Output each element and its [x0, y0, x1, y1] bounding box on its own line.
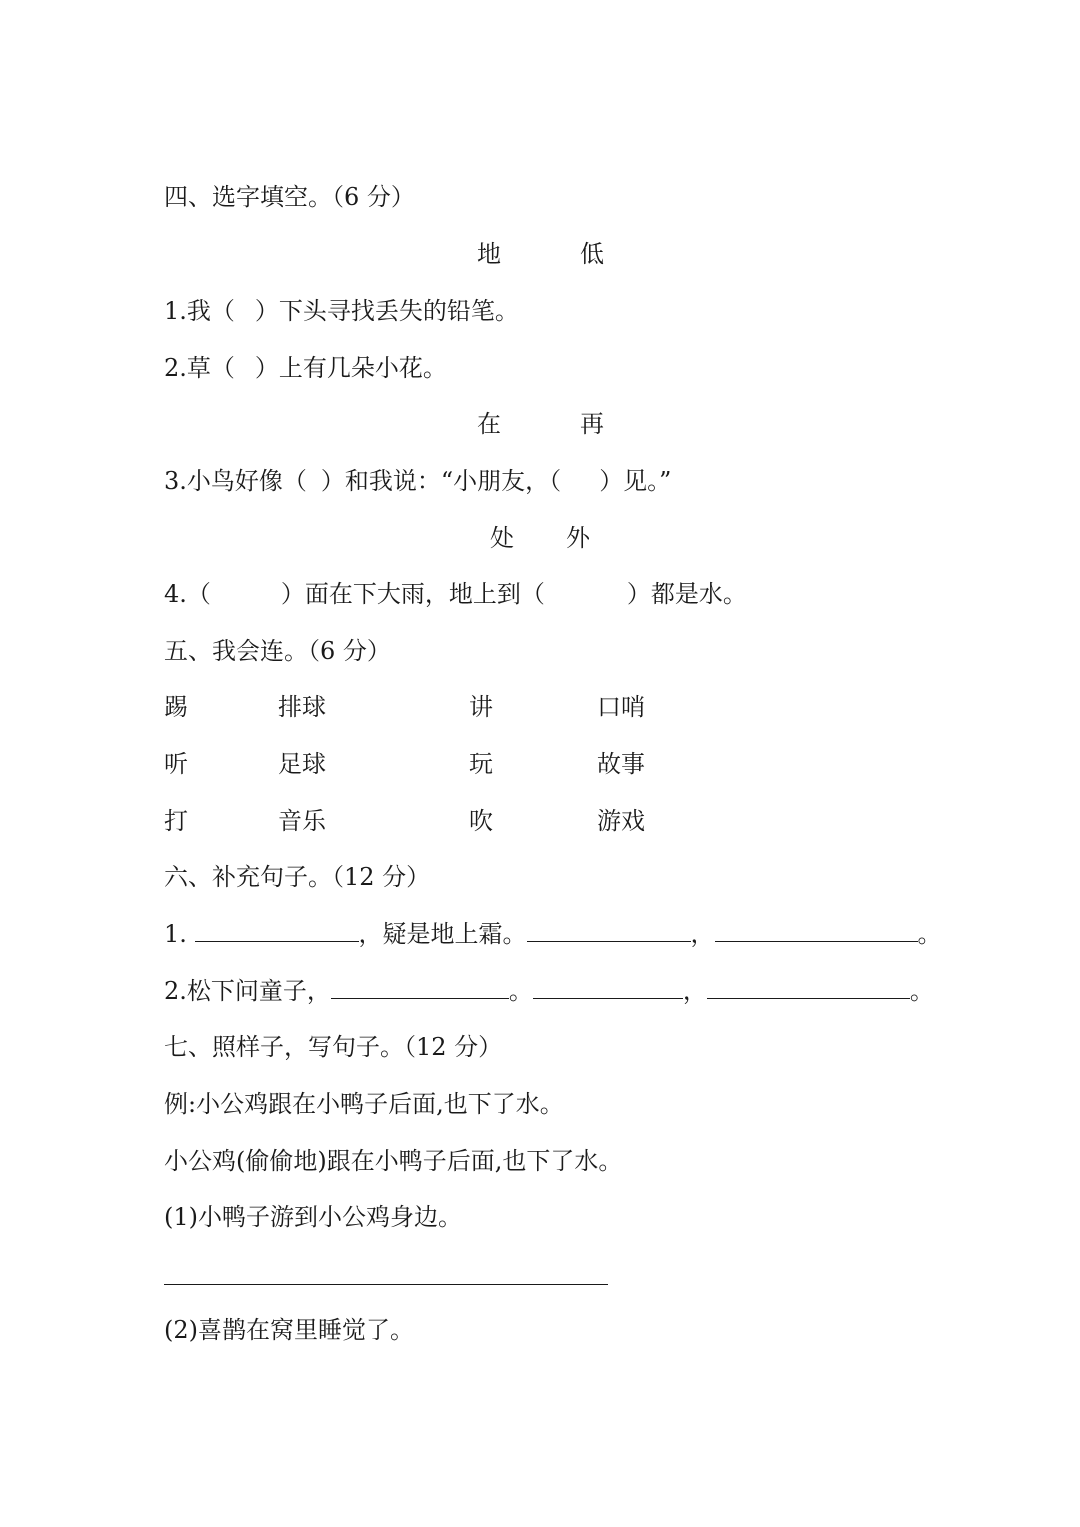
punctuation-period: 。 [508, 977, 533, 1005]
matching-verb[interactable]: 打 [164, 807, 188, 835]
matching-verb[interactable]: 踢 [164, 693, 188, 721]
matching-noun[interactable]: 口哨 [597, 693, 645, 721]
question-number: 3. [164, 467, 187, 495]
question-4-4 [164, 578, 747, 610]
answer-line[interactable] [164, 1284, 608, 1285]
question-6-1 [164, 918, 942, 950]
matching-verb[interactable]: 讲 [469, 693, 493, 721]
example-sentence: 例:小公鸡跟在小鸭子后面,也下了水。 [164, 1090, 564, 1118]
matching-noun[interactable]: 故事 [597, 750, 645, 778]
section4-heading: 四、选字填空。（6 分） [164, 183, 415, 211]
answer-blank[interactable] [331, 976, 509, 999]
choice-option-wai: 外 [566, 524, 590, 552]
answer-blank[interactable] [533, 976, 683, 999]
answer-blank[interactable] [195, 919, 359, 942]
choice-option-di-low: 低 [580, 240, 604, 268]
question-text-part2: ）和我说：“小朋友，（ [320, 467, 562, 495]
section6-heading: 六、补充句子。（12 分） [164, 863, 431, 891]
question-number: 2. [164, 354, 187, 382]
question-7-1: (1)小鸭子游到小公鸡身边。 [164, 1203, 462, 1231]
question-text-part1: 小鸟好像（ [186, 467, 307, 495]
matching-verb[interactable]: 玩 [469, 750, 493, 778]
matching-noun[interactable]: 足球 [278, 750, 326, 778]
example-answer: 小公鸡(偷偷地)跟在小鸭子后面,也下了水。 [164, 1147, 623, 1175]
question-6-2 [164, 975, 934, 1007]
matching-noun[interactable]: 排球 [278, 693, 326, 721]
question-text: 松下问童子， [186, 977, 331, 1005]
choice-option-di: 地 [477, 240, 501, 268]
question-number: 4. [164, 580, 187, 608]
question-text-part2: ）面在下大雨，地上到（ [280, 580, 545, 608]
matching-noun[interactable]: 游戏 [597, 807, 645, 835]
question-text-part3: ）见。” [599, 467, 672, 495]
section7-heading: 七、照样子，写句子。（12 分） [164, 1033, 503, 1061]
matching-verb[interactable]: 吹 [469, 807, 493, 835]
question-4-3 [164, 465, 671, 497]
question-text-after: ）上有几朵小花。 [254, 354, 447, 382]
question-text-before: 我（ [186, 297, 235, 325]
answer-blank[interactable] [715, 919, 918, 942]
question-4-2 [164, 352, 447, 384]
question-number: 1. [164, 920, 187, 948]
answer-blank[interactable] [707, 976, 910, 999]
choice-option-zai: 在 [477, 410, 501, 438]
choice-option-zai-again: 再 [580, 410, 604, 438]
answer-blank[interactable] [527, 919, 691, 942]
question-number: 1. [164, 297, 187, 325]
punctuation-comma: ， [690, 920, 715, 948]
matching-verb[interactable]: 听 [164, 750, 188, 778]
question-7-2: (2)喜鹊在窝里睡觉了。 [164, 1316, 414, 1344]
matching-noun[interactable]: 音乐 [278, 807, 326, 835]
question-number: 2. [164, 977, 187, 1005]
section5-heading: 五、我会连。（6 分） [164, 637, 391, 665]
question-text: ，疑是地上霜。 [358, 920, 527, 948]
question-text-part3: ）都是水。 [626, 580, 747, 608]
question-text-part1: （ [186, 580, 211, 608]
punctuation-period: 。 [909, 977, 934, 1005]
question-4-1 [164, 295, 519, 327]
punctuation-comma: ， [682, 977, 707, 1005]
question-text-after: ）下头寻找丢失的铅笔。 [254, 297, 519, 325]
choice-option-chu: 处 [490, 524, 514, 552]
punctuation-period: 。 [917, 920, 942, 948]
question-text-before: 草（ [186, 354, 235, 382]
